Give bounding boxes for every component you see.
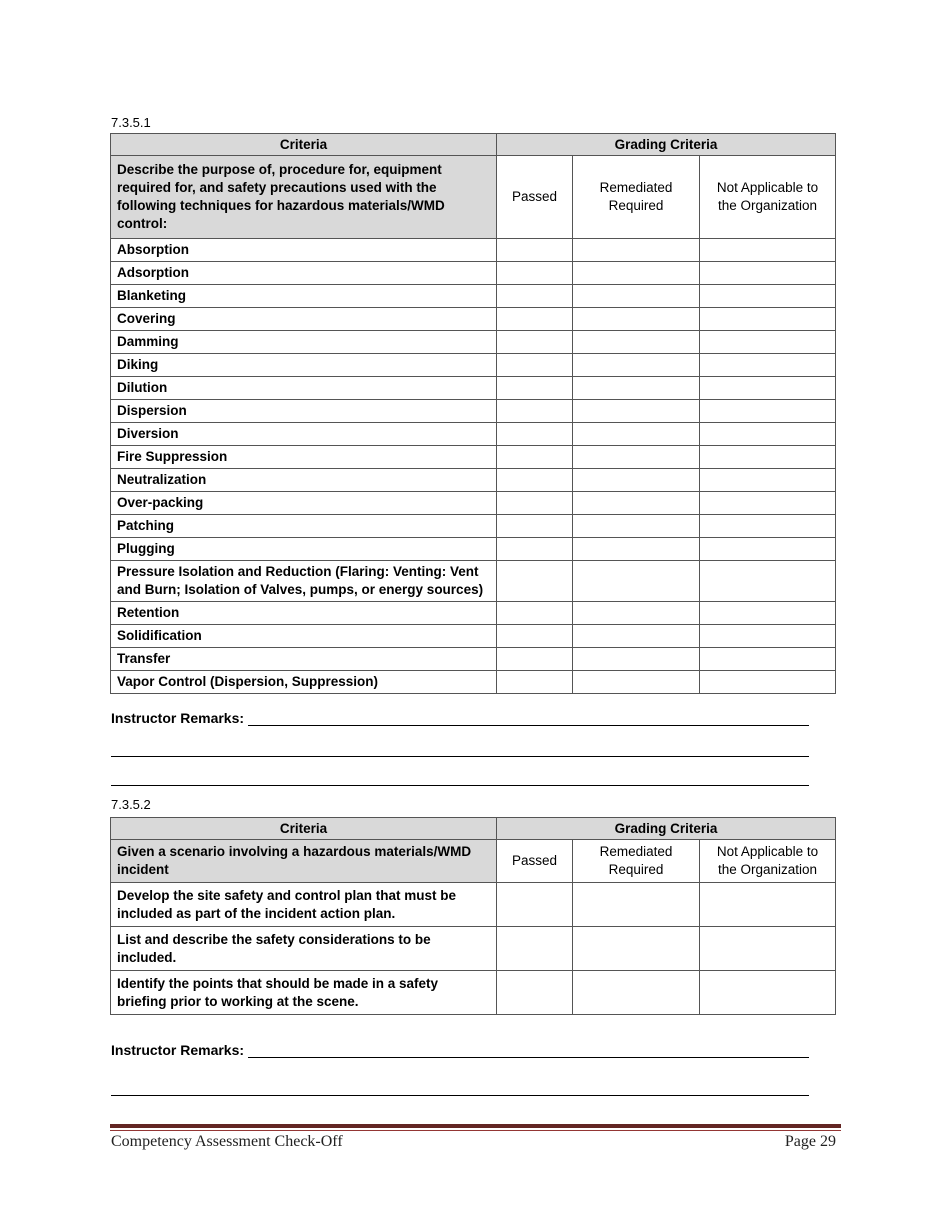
criteria-cell: List and describe the safety considerations to be included.: [111, 927, 497, 971]
grade-cell-remediated[interactable]: [573, 971, 700, 1015]
criteria-cell: Neutralization: [111, 469, 497, 492]
criteria-header: Criteria: [111, 818, 497, 840]
grade-cell-remediated[interactable]: [573, 239, 700, 262]
grade-cell-not-applicable[interactable]: [700, 446, 836, 469]
instructor-remarks-2: [111, 1042, 809, 1058]
remarks-line[interactable]: [111, 1095, 809, 1096]
section-number: 7.3.5.2: [111, 797, 151, 812]
intro-criteria: Describe the purpose of, procedure for, equipment required for, and safety precautions used with the following techniques for hazardous materials/WMD control:: [111, 156, 497, 239]
grade-cell-remediated[interactable]: [573, 331, 700, 354]
grade-cell-passed[interactable]: [497, 400, 573, 423]
criteria-cell: Damming: [111, 331, 497, 354]
grade-remediated: Remediated Required: [573, 156, 700, 239]
criteria-cell: Transfer: [111, 648, 497, 671]
table-row: [111, 354, 836, 377]
footer-rule: [110, 1124, 841, 1128]
criteria-cell: Diking: [111, 354, 497, 377]
table-row: [111, 423, 836, 446]
table-row: [111, 446, 836, 469]
grade-not-applicable: Not Applicable to the Organization: [700, 156, 836, 239]
grade-cell-passed[interactable]: [497, 377, 573, 400]
grade-cell-not-applicable[interactable]: [700, 671, 836, 694]
criteria-cell: Solidification: [111, 625, 497, 648]
table-row: [111, 515, 836, 538]
grade-cell-passed[interactable]: [497, 648, 573, 671]
grade-cell-not-applicable[interactable]: [700, 400, 836, 423]
grade-cell-remediated[interactable]: [573, 883, 700, 927]
grade-cell-not-applicable[interactable]: [700, 538, 836, 561]
grade-cell-remediated[interactable]: [573, 285, 700, 308]
grade-cell-remediated[interactable]: [573, 446, 700, 469]
grade-cell-not-applicable[interactable]: [700, 469, 836, 492]
grade-cell-passed[interactable]: [497, 971, 573, 1015]
grade-cell-not-applicable[interactable]: [700, 883, 836, 927]
grade-cell-remediated[interactable]: [573, 515, 700, 538]
criteria-cell: Blanketing: [111, 285, 497, 308]
grade-passed: Passed: [497, 156, 573, 239]
grade-cell-passed[interactable]: [497, 308, 573, 331]
grade-cell-remediated[interactable]: [573, 469, 700, 492]
grade-cell-not-applicable[interactable]: [700, 492, 836, 515]
grade-cell-remediated[interactable]: [573, 492, 700, 515]
grade-cell-passed[interactable]: [497, 883, 573, 927]
grade-not-applicable: Not Applicable to the Organization: [700, 840, 836, 883]
grade-cell-not-applicable[interactable]: [700, 262, 836, 285]
table-row: [111, 285, 836, 308]
grade-cell-not-applicable[interactable]: [700, 423, 836, 446]
grade-cell-not-applicable[interactable]: [700, 625, 836, 648]
section-number: 7.3.5.1: [111, 115, 151, 130]
grade-remediated: Remediated Required: [573, 840, 700, 883]
remarks-line[interactable]: [248, 1043, 809, 1058]
grade-cell-passed[interactable]: [497, 446, 573, 469]
remarks-line[interactable]: [111, 756, 809, 757]
criteria-cell: Vapor Control (Dispersion, Suppression): [111, 671, 497, 694]
grade-cell-passed[interactable]: [497, 492, 573, 515]
grade-cell-passed[interactable]: [497, 285, 573, 308]
table-row: [111, 308, 836, 331]
table-row: [111, 561, 836, 602]
grade-cell-remediated[interactable]: [573, 648, 700, 671]
grade-cell-passed[interactable]: [497, 423, 573, 446]
criteria-cell: Absorption: [111, 239, 497, 262]
grading-table-2: [110, 817, 836, 1015]
grading-header: Grading Criteria: [497, 818, 836, 840]
grade-cell-passed[interactable]: [497, 561, 573, 602]
table-row: [111, 602, 836, 625]
grade-cell-passed[interactable]: [497, 927, 573, 971]
page-number: Page 29: [784, 1133, 836, 1150]
grade-cell-remediated[interactable]: [573, 308, 700, 331]
grade-cell-not-applicable[interactable]: [700, 602, 836, 625]
grade-cell-not-applicable[interactable]: [700, 377, 836, 400]
table-row: [111, 671, 836, 694]
grade-cell-not-applicable[interactable]: [700, 331, 836, 354]
table-row: [111, 648, 836, 671]
grade-cell-remediated[interactable]: [573, 377, 700, 400]
remarks-label: Instructor Remarks:: [111, 710, 245, 726]
table-row: [111, 538, 836, 561]
footer-rule-thin: [110, 1130, 841, 1131]
table-row: [111, 883, 836, 927]
instructor-remarks-1: [111, 710, 809, 726]
criteria-cell: Adsorption: [111, 262, 497, 285]
remarks-label: Instructor Remarks:: [111, 1042, 245, 1058]
grade-cell-passed[interactable]: [497, 262, 573, 285]
grade-cell-passed[interactable]: [497, 354, 573, 377]
remarks-line[interactable]: [111, 785, 809, 786]
criteria-cell: Retention: [111, 602, 497, 625]
table-row: [111, 492, 836, 515]
table-row: [111, 971, 836, 1015]
grade-cell-passed[interactable]: [497, 538, 573, 561]
criteria-cell: Patching: [111, 515, 497, 538]
criteria-cell: Dispersion: [111, 400, 497, 423]
grade-cell-not-applicable[interactable]: [700, 354, 836, 377]
grade-cell-passed[interactable]: [497, 239, 573, 262]
table-row: [111, 331, 836, 354]
grade-cell-passed[interactable]: [497, 625, 573, 648]
table-row: [111, 262, 836, 285]
grade-cell-not-applicable[interactable]: [700, 971, 836, 1015]
grade-passed: Passed: [497, 840, 573, 883]
grade-cell-not-applicable[interactable]: [700, 927, 836, 971]
grade-cell-remediated[interactable]: [573, 927, 700, 971]
criteria-cell: Covering: [111, 308, 497, 331]
grade-cell-remediated[interactable]: [573, 625, 700, 648]
grade-cell-remediated[interactable]: [573, 400, 700, 423]
grading-table-1: [110, 133, 836, 694]
grade-cell-remediated[interactable]: [573, 671, 700, 694]
criteria-cell: Pressure Isolation and Reduction (Flaring: Venting: Vent and Burn; Isolation of Valves, pumps, or energy sources): [111, 561, 497, 602]
grade-cell-remediated[interactable]: [573, 262, 700, 285]
criteria-cell: Plugging: [111, 538, 497, 561]
remarks-line[interactable]: [248, 711, 809, 726]
intro-criteria: Given a scenario involving a hazardous materials/WMD incident: [111, 840, 497, 883]
criteria-cell: Dilution: [111, 377, 497, 400]
grade-cell-passed[interactable]: [497, 602, 573, 625]
table-row: [111, 377, 836, 400]
table-row: [111, 927, 836, 971]
grade-cell-remediated[interactable]: [573, 602, 700, 625]
table-row: [111, 625, 836, 648]
grade-cell-not-applicable[interactable]: [700, 239, 836, 262]
grade-cell-not-applicable[interactable]: [700, 648, 836, 671]
grade-cell-passed[interactable]: [497, 331, 573, 354]
grade-cell-passed[interactable]: [497, 515, 573, 538]
grade-cell-not-applicable[interactable]: [700, 285, 836, 308]
table-row: [111, 239, 836, 262]
grading-header: Grading Criteria: [497, 134, 836, 156]
criteria-cell: Over-packing: [111, 492, 497, 515]
grade-cell-remediated[interactable]: [573, 538, 700, 561]
criteria-cell: Diversion: [111, 423, 497, 446]
grade-cell-remediated[interactable]: [573, 561, 700, 602]
grade-cell-remediated[interactable]: [573, 354, 700, 377]
grade-cell-not-applicable[interactable]: [700, 515, 836, 538]
grade-cell-passed[interactable]: [497, 671, 573, 694]
criteria-header: Criteria: [111, 134, 497, 156]
table-row: [111, 469, 836, 492]
criteria-cell: Identify the points that should be made in a safety briefing prior to working at the scene.: [111, 971, 497, 1015]
grade-cell-remediated[interactable]: [573, 423, 700, 446]
table-row: [111, 400, 836, 423]
grade-cell-passed[interactable]: [497, 469, 573, 492]
grade-cell-not-applicable[interactable]: [700, 308, 836, 331]
criteria-cell: Fire Suppression: [111, 446, 497, 469]
grade-cell-not-applicable[interactable]: [700, 561, 836, 602]
criteria-cell: Develop the site safety and control plan that must be included as part of the incident action plan.: [111, 883, 497, 927]
footer-title: Competency Assessment Check-Off: [111, 1133, 343, 1150]
